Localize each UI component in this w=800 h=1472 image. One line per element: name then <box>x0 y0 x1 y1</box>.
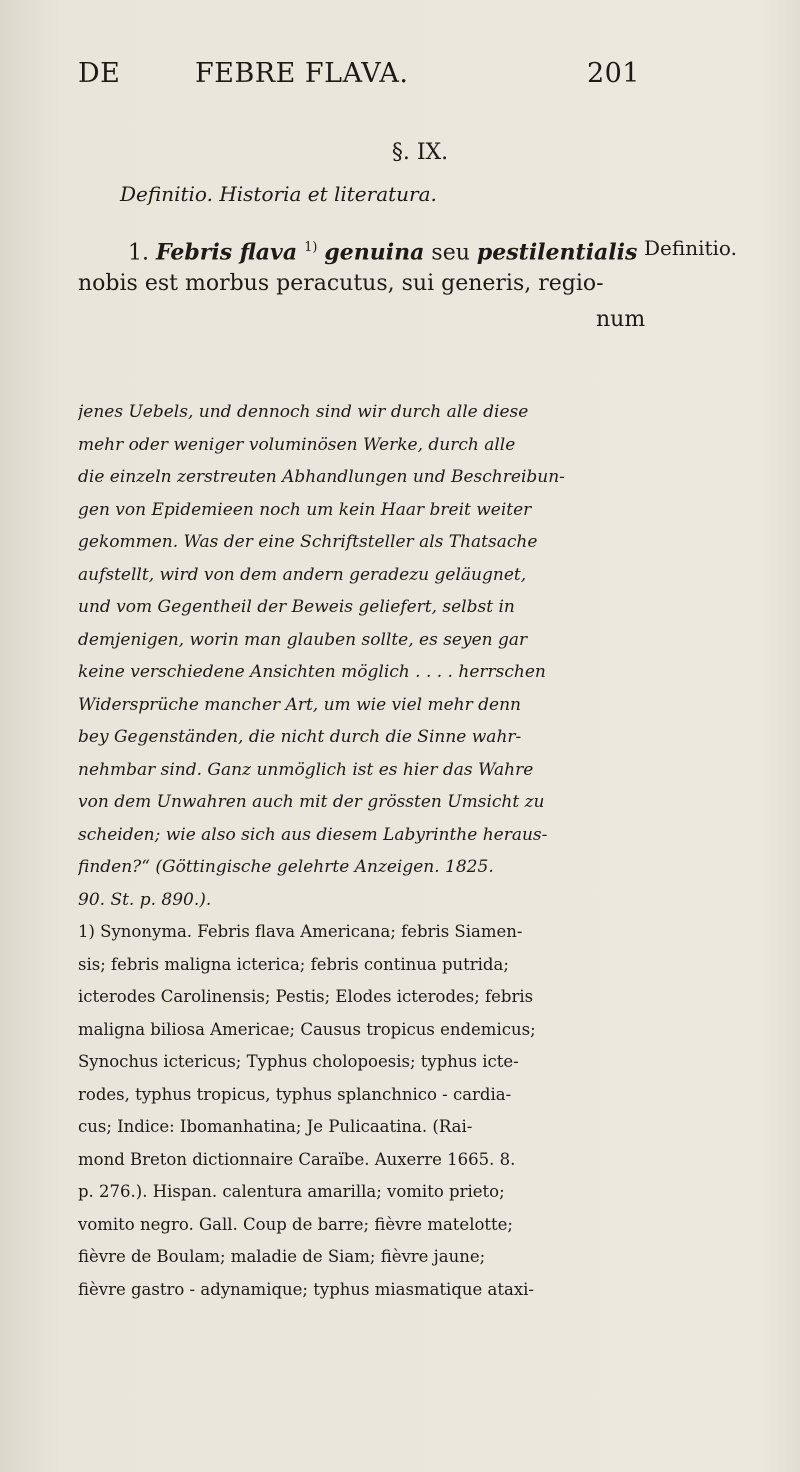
paragraph-seu: seu <box>431 240 470 266</box>
quote-line: finden?“ (Göttingische gelehrte Anzeigen. 1825. <box>78 857 494 877</box>
footnote-block <box>78 916 638 1306</box>
footnote-line: fièvre gastro - adynamique; typhus miasmatique ataxi- <box>78 1279 534 1299</box>
quote-line: die einzeln zerstreuten Abhandlungen und Beschreibun- <box>78 467 565 487</box>
quote-line: bey Gegenständen, die nicht durch die Sinne wahr- <box>78 727 522 747</box>
quote-line: und vom Gegentheil der Beweis geliefert, selbst in <box>78 597 515 617</box>
quote-line: keine verschiedene Ansichten möglich . . . . herrschen <box>78 662 546 682</box>
quote-line: jenes Uebels, und dennoch sind wir durch alle diese <box>78 402 529 422</box>
page-number: 201 <box>586 58 640 89</box>
footnote-line: vomito negro. Gall. Coup de barre; fièvre matelotte; <box>78 1214 513 1234</box>
quote-line: von dem Unwahren auch mit der grössten Umsicht zu <box>78 792 545 812</box>
quote-line: Widersprüche mancher Art, um wie viel mehr denn <box>78 694 521 715</box>
paragraph-lead: 1. <box>128 240 149 266</box>
quote-line: gekommen. Was der eine Schriftsteller als Thatsache <box>78 532 538 552</box>
term-genuina: genuina <box>324 239 425 266</box>
paragraph-line-2: nobis est morbus peracutus, sui generis, regio- <box>78 271 604 296</box>
footnote-line: mond Breton dictionnaire Caraïbe. Auxerre 1665. 8. <box>78 1149 516 1169</box>
quote-line: aufstellt, wird von dem andern geradezu geläugnet, <box>78 564 527 585</box>
term-febris-flava: Febris flava <box>156 239 298 266</box>
quote-line: 90. St. p. 890.). <box>78 889 212 910</box>
footnote-line: icterodes Carolinensis; Pestis; Elodes icterodes; febris <box>78 987 534 1006</box>
footnote-line: rodes, typhus tropicus, typhus splanchnico - cardia- <box>78 1084 512 1104</box>
section-subtitle: Definitio. Historia et literatura. <box>120 182 437 206</box>
quote-block <box>78 396 638 916</box>
quote-line: scheiden; wie also sich aus diesem Labyrinthe heraus- <box>78 824 548 845</box>
quote-line: mehr oder weniger voluminösen Werke, durch alle <box>78 434 516 455</box>
section-number: §. IX. <box>391 140 449 165</box>
margin-note: Definitio. <box>644 236 737 260</box>
footnote-line: Synochus ictericus; Typhus cholopoesis; typhus icte- <box>78 1052 519 1071</box>
footnote-line: fièvre de Boulam; maladie de Siam; fièvre jaune; <box>78 1247 486 1266</box>
quote-line: demjenigen, worin man glauben sollte, es seyen gar <box>78 629 528 650</box>
quote-line: nehmbar sind. Ganz unmöglich ist es hier das Wahre <box>78 759 534 780</box>
paragraph-line-3: num <box>596 307 646 332</box>
term-pestilentialis: pestilentialis <box>476 239 638 266</box>
header-left: DE <box>78 58 121 89</box>
running-header <box>78 58 640 98</box>
footnote-line: p. 276.). Hispan. calentura amarilla; vomito prieto; <box>78 1182 505 1201</box>
footnote-line: sis; febris maligna icterica; febris continua putrida; <box>78 954 509 974</box>
footnote-line: cus; Indice: Ibomanhatina; Je Pulicaatina. (Rai- <box>78 1117 473 1136</box>
quote-line: gen von Epidemieen noch um kein Haar breit weiter <box>78 499 532 520</box>
footnote-line: maligna biliosa Americae; Causus tropicus endemicus; <box>78 1019 536 1039</box>
header-title: FEBRE FLAVA. <box>195 58 409 89</box>
footnote-ref: 1) <box>304 240 318 255</box>
footnote-line: 1) Synonyma. Febris flava Americana; febris Siamen- <box>78 922 523 941</box>
